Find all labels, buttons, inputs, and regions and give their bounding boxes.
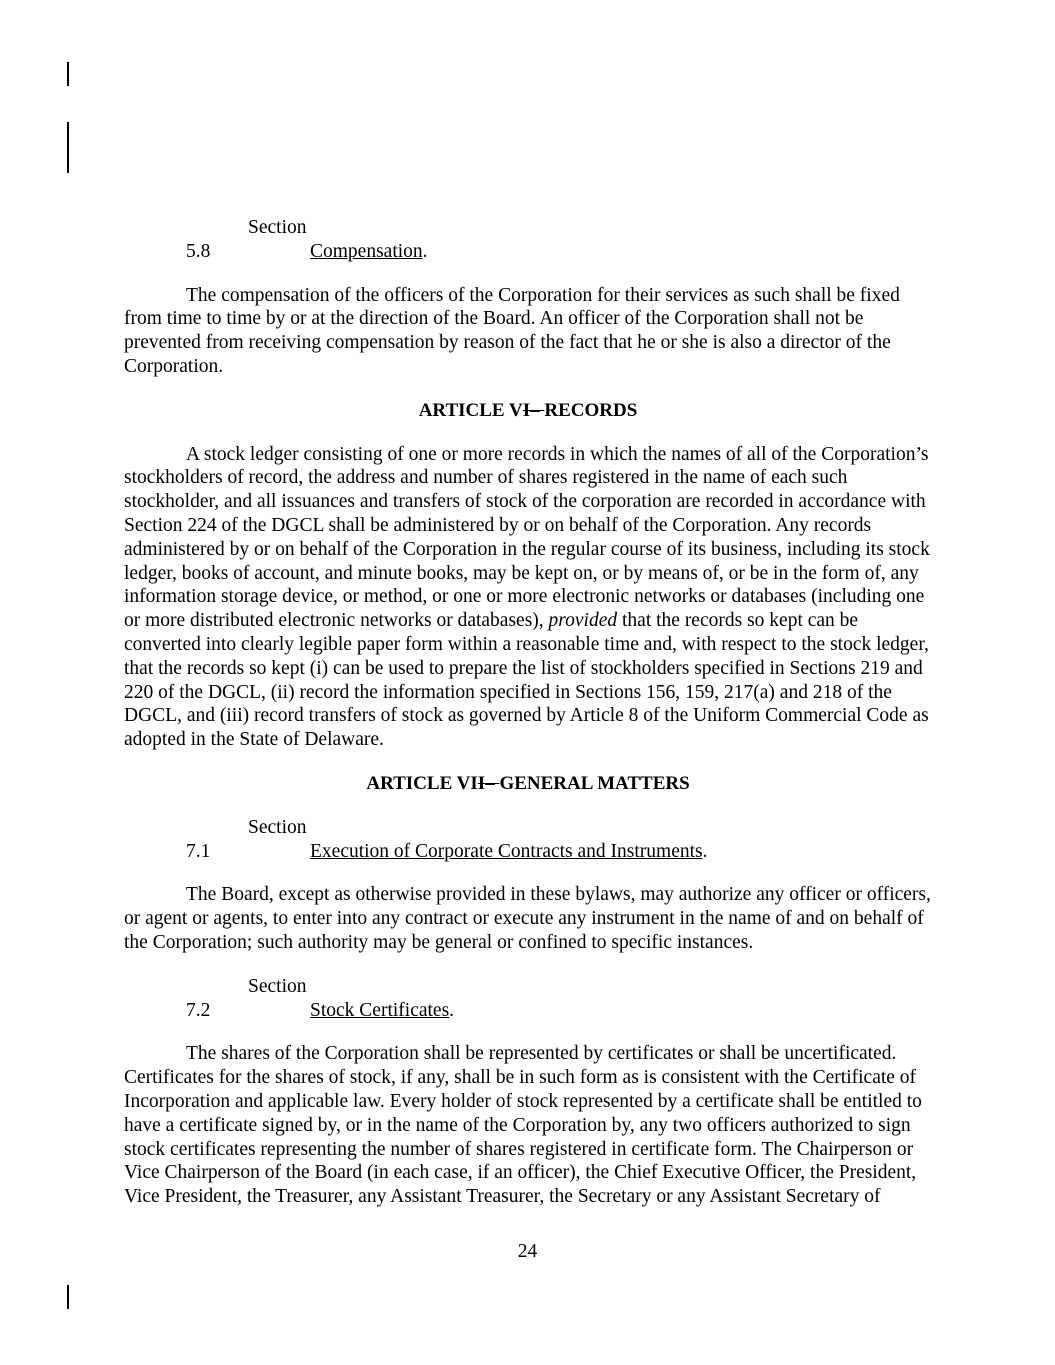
section-7-2-body: The shares of the Corporation shall be represented by certificates or shall be uncertificated. Certificates for the shares of stock, if any, shall be in such form as is consistent with the Certificate of Incorporation and applicable law. Every holder of stock represented by a certificate shall be entitled to have a certificate signed by, or in the name of the Corporation by, any two officers authorized to sign stock certificates representing the number of shares registered in certificate form. The Chairperson or Vice Chairperson of the Board (in each case, if an officer), the Chief Executive Officer, the President, Vice President, the Treasurer, any Assistant Treasurer, the Secretary or any Assistant Secretary of xyxy=(124,1043,922,1208)
deleted-text: I xyxy=(477,772,486,794)
section-5-8-body: The compensation of the officers of the Corporation for their services as such shall be fixed from time to time by or at the direction of the Board. An officer of the Corporation shall not be prevented from receiving compensation by reason of the fact that he or she is also a director of the Corporation. xyxy=(124,284,900,377)
section-7-1-body: The Board, except as otherwise provided in these bylaws, may authorize any officer or officers, or agent or agents, to enter into any contract or execute any instrument in the name of and on behalf of the Corporation; such authority may be general or confined to specific instances. xyxy=(124,884,931,953)
deleted-text: I xyxy=(522,399,531,421)
change-bar xyxy=(67,122,69,173)
section-number: Section 7.2 xyxy=(186,975,307,1021)
section-title: Compensation xyxy=(310,240,423,262)
deleted-dash: – xyxy=(485,772,500,794)
deleted-dash: – xyxy=(530,399,545,421)
change-bar xyxy=(67,1285,69,1309)
section-title-period: . xyxy=(422,240,428,262)
section-number: Section 7.1 xyxy=(186,816,307,862)
article-prefix: ARTICLE V xyxy=(418,399,523,421)
page-number: 24 xyxy=(517,1241,538,1262)
records-emphasis: provided xyxy=(548,610,618,632)
section-7-1-heading xyxy=(124,816,932,864)
section-title: Stock Certificates xyxy=(310,999,450,1021)
article-7-heading xyxy=(124,772,932,796)
document-page xyxy=(124,216,932,1209)
section-5-8-heading xyxy=(124,216,932,264)
article-6-heading xyxy=(124,399,932,423)
section-title-period: . xyxy=(449,999,455,1021)
change-bar xyxy=(67,62,69,86)
section-number: Section 5.8 xyxy=(186,217,307,262)
section-title: Execution of Corporate Contracts and Instruments xyxy=(310,840,703,862)
records-body xyxy=(124,443,932,752)
section-title-period: . xyxy=(702,840,708,862)
article-title: GENERAL MATTERS xyxy=(499,772,690,794)
article-title: RECORDS xyxy=(544,399,638,421)
records-text-part1: A stock ledger consisting of one or more records in which the names of all of the Corporation’s stockholders of record, the address and number of shares registered in the name of each such stockholder, and all issuances and transfers of stock of the corporation are recorded in accordance with Section 224 of the DGCL shall be administered by or on behalf of the Corporation. Any records administered by or on behalf of the Corporation in the regular course of its business, including its stock ledger, books of account, and minute books, may be kept on, or by means of, or be in the form of, any information storage device, or method, or one or more electronic networks or databases (including one or more distributed electronic networks or databases), xyxy=(124,443,930,632)
article-prefix: ARTICLE VI xyxy=(366,772,478,794)
records-text-part2: that the records so kept can be converted into clearly legible paper form within a reasonable time and, with respect to the stock ledger, that the records so kept (i) can be used to prepare the list of stockholders specified in Sections 219 and 220 of the DGCL, (ii) record the information specified in Sections 156, 159, 217(a) and 218 of the DGCL, and (iii) record transfers of stock as governed by Article 8 of the Uniform Commercial Code as adopted in the State of Delaware. xyxy=(124,610,929,751)
section-7-2-heading xyxy=(124,975,932,1023)
